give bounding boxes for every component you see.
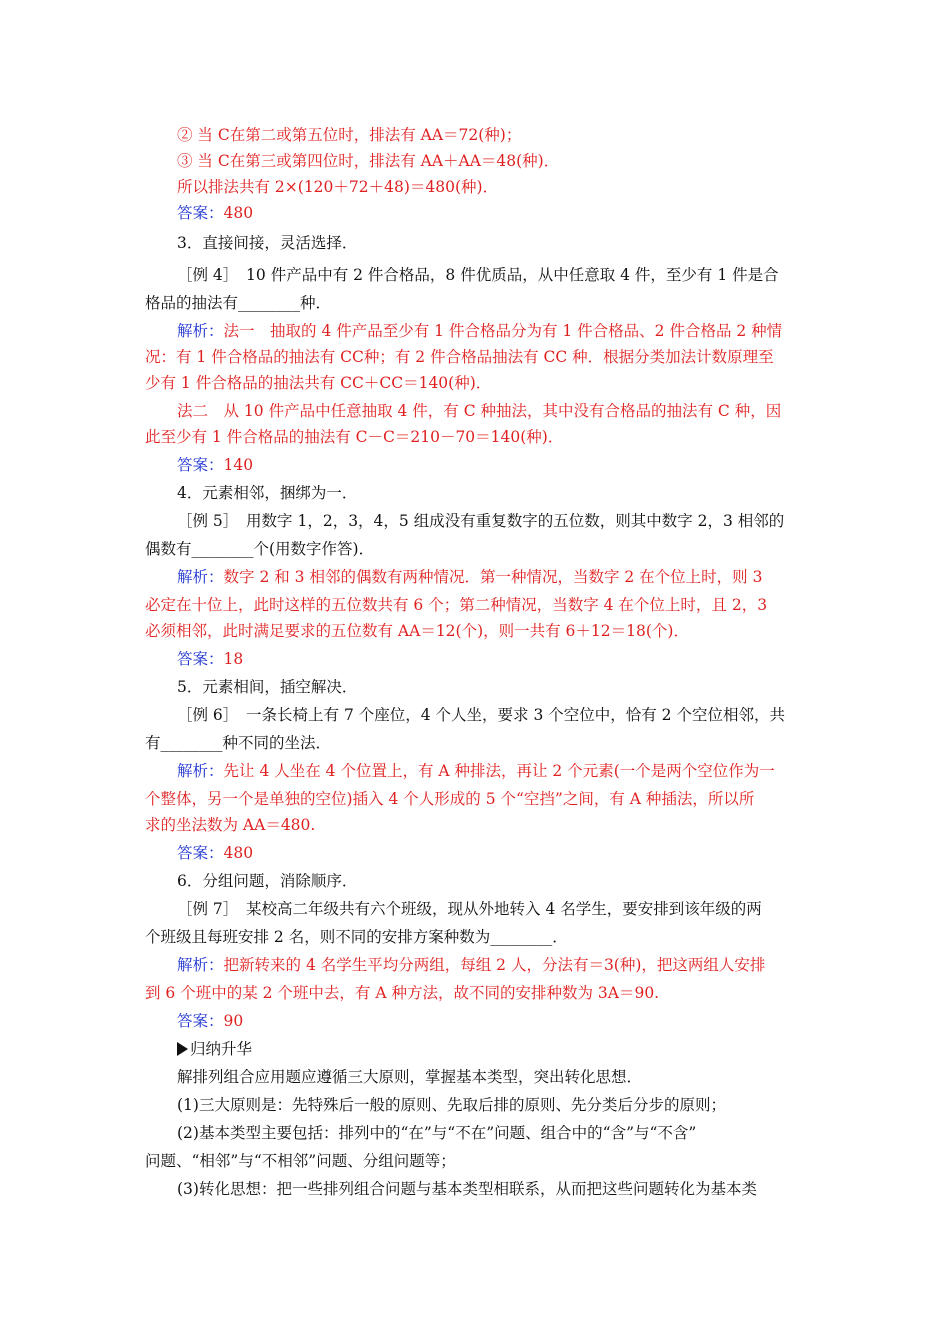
example-7-text: ［例 7］ 某校高二年级共有六个班级，现从外地转入 4 名学生，要安排到该年级的两 xyxy=(177,900,762,918)
answer-label: 答案： xyxy=(177,844,224,862)
section-heading-text: 4．元素相邻，捆绑为一． xyxy=(177,484,358,502)
answer-value: 480 xyxy=(223,204,254,222)
section-heading xyxy=(177,674,842,700)
summary-line xyxy=(177,1176,842,1202)
analysis-text: 先让 4 人坐在 4 个位置上，有 A 种排法，再让 2 个元素(一个是两个空位作为一 xyxy=(223,762,775,780)
total-text: 所以排法共有 2×(120＋72＋48)＝480(种)． xyxy=(177,178,499,196)
summary-text: (2)基本类型主要包括：排列中的“在”与“不在”问题、组合中的“含”与“不含” xyxy=(177,1124,697,1142)
summary-line xyxy=(177,1064,842,1090)
summary-text: 解排列组合应用题应遵循三大原则，掌握基本类型，突出转化思想． xyxy=(177,1068,643,1086)
analysis-line xyxy=(177,952,842,978)
analysis-line xyxy=(177,398,842,424)
analysis-text: 必定在十位上，此时这样的五位数共有 6 个；第二种情况，当数字 4 在个位上时，且 2，3 xyxy=(145,596,768,614)
example-line xyxy=(177,262,842,288)
analysis-text: 个整体，另一个是单独的空位)插入 4 个人形成的 5 个“空挡”之间，有 A 种插法，所以所 xyxy=(145,790,755,808)
answer-line xyxy=(177,646,842,672)
section-heading-text: 5．元素相间，插空解决． xyxy=(177,678,358,696)
analysis-label: 解析： xyxy=(177,568,224,586)
section-heading xyxy=(177,868,842,894)
summary-line xyxy=(177,1120,842,1146)
analysis-text: 况：有 1 件合格品的抽法有 CC种；有 2 件合格品抽法有 CC 种．根据分类加法计数原理至 xyxy=(145,348,774,366)
analysis-label: 解析： xyxy=(177,322,224,340)
triangle-bullet-icon xyxy=(177,1042,188,1056)
example-line xyxy=(177,702,842,728)
text-line xyxy=(177,122,842,148)
answer-value: 140 xyxy=(223,456,254,474)
example-line xyxy=(177,508,842,534)
example-4-text: 格品的抽法有________种． xyxy=(145,294,332,312)
answer-line xyxy=(177,200,842,226)
example-4-text: ［例 4］ 10 件产品中有 2 件合格品，8 件优质品，从中任意取 4 件，至少有 1 件是合 xyxy=(177,266,779,284)
analysis-text: 少有 1 件合格品的抽法共有 CC＋CC＝140(种)． xyxy=(145,374,492,392)
answer-label: 答案： xyxy=(177,456,224,474)
analysis-line xyxy=(145,344,810,370)
summary-text: (1)三大原则是：先特殊后一般的原则、先取后排的原则、先分类后分步的原则； xyxy=(177,1096,726,1114)
example-6-text: ［例 6］ 一条长椅上有 7 个座位，4 个人坐，要求 3 个空位中，恰有 2 个空位相邻，共 xyxy=(177,706,785,724)
analysis-line xyxy=(145,980,810,1006)
analysis-line xyxy=(145,424,810,450)
answer-line xyxy=(177,840,842,866)
example-6-text: 有________种不同的坐法． xyxy=(145,734,332,752)
summary-text: (3)转化思想：把一些排列组合问题与基本类型相联系，从而把这些问题转化为基本类 xyxy=(177,1180,757,1198)
analysis-line xyxy=(145,592,810,618)
example-line xyxy=(145,730,810,756)
section-heading-text: 6．分组问题，消除顺序． xyxy=(177,872,358,890)
analysis-text: 此至少有 1 件合格品的抽法有 C－C＝210－70＝140(种)． xyxy=(145,428,564,446)
example-line xyxy=(145,924,810,950)
example-5-text: ［例 5］ 用数字 1，2，3，4，5 组成没有重复数字的五位数，则其中数字 2，3 相邻的 xyxy=(177,512,785,530)
analysis-label: 解析： xyxy=(177,762,224,780)
example-5-text: 偶数有________个(用数字作答)． xyxy=(145,540,375,558)
analysis-line xyxy=(177,758,842,784)
analysis-text: 把新转来的 4 名学生平均分两组，每组 2 人，分法有＝3(种)，把这两组人安排 xyxy=(223,956,766,974)
answer-line xyxy=(177,452,842,478)
answer-label: 答案： xyxy=(177,1012,224,1030)
example-7-text: 个班级且每班安排 2 名，则不同的安排方案种数为________． xyxy=(145,928,568,946)
summary-text: 问题、“相邻”与“不相邻”问题、分组问题等； xyxy=(145,1152,456,1170)
summary-line xyxy=(177,1092,842,1118)
summary-heading-text: 归纳升华 xyxy=(190,1040,253,1058)
analysis-text: 到 6 个班中的某 2 个班中去，有 A 种方法，故不同的安排种数为 3A＝90. xyxy=(145,984,660,1002)
section-heading-text: 3．直接间接，灵活选择． xyxy=(177,234,358,252)
example-line xyxy=(145,290,810,316)
analysis-line xyxy=(177,564,842,590)
analysis-text: 求的坐法数为 AA＝480. xyxy=(145,816,316,834)
analysis-line xyxy=(145,370,810,396)
answer-label: 答案： xyxy=(177,204,224,222)
answer-value: 480 xyxy=(223,844,254,862)
answer-line xyxy=(177,1008,842,1034)
analysis-label: 解析： xyxy=(177,956,224,974)
analysis-text: 数字 2 和 3 相邻的偶数有两种情况．第一种情况，当数字 2 在个位上时，则 3 xyxy=(223,568,763,586)
section-heading xyxy=(177,230,842,256)
section-heading xyxy=(177,480,842,506)
answer-label: 答案： xyxy=(177,650,224,668)
summary-line xyxy=(145,1148,810,1174)
analysis-line xyxy=(177,318,842,344)
analysis-text: 法一 抽取的 4 件产品至少有 1 件合格品分为有 1 件合格品、2 件合格品 2 种情 xyxy=(223,322,783,340)
case-3-text: ③ 当 C在第三或第四位时，排法有 AA＋AA＝48(种)． xyxy=(177,152,560,170)
text-line xyxy=(177,148,842,174)
example-line xyxy=(177,896,842,922)
analysis-text: 法二 从 10 件产品中任意抽取 4 件，有 C 种抽法，其中没有合格品的抽法有 C 种，因 xyxy=(177,402,782,420)
answer-value: 18 xyxy=(223,650,244,668)
analysis-text: 必须相邻，此时满足要求的五位数有 AA＝12(个)，则一共有 6＋12＝18(个)． xyxy=(145,622,689,640)
answer-value: 90 xyxy=(223,1012,244,1030)
analysis-line xyxy=(145,618,810,644)
summary-heading xyxy=(177,1036,842,1062)
analysis-line xyxy=(145,786,810,812)
example-line xyxy=(145,536,810,562)
analysis-line xyxy=(145,812,810,838)
case-2-text: ② 当 C在第二或第五位时，排法有 AA＝72(种)； xyxy=(177,126,522,144)
text-line xyxy=(177,174,842,200)
